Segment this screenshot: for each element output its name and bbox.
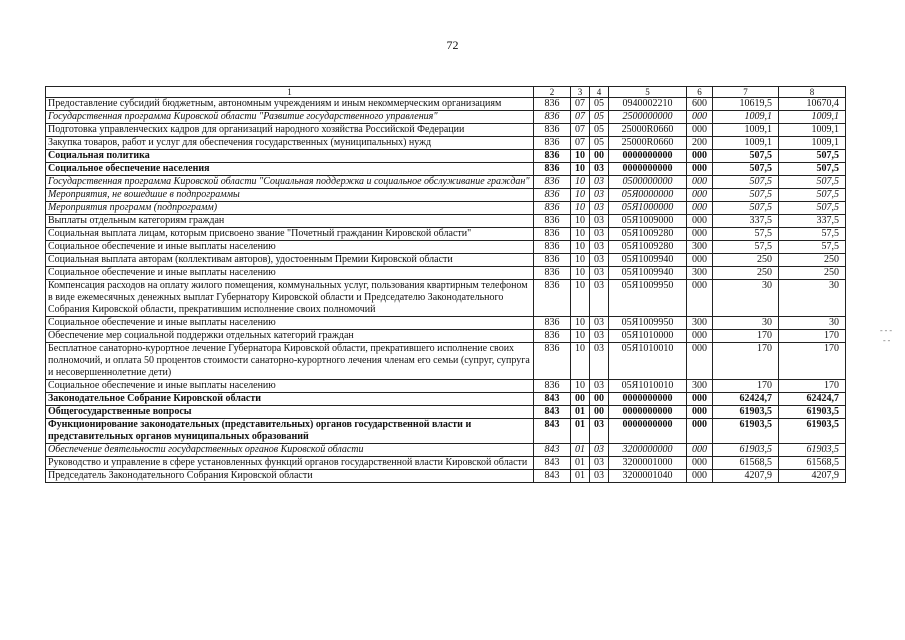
row-name-cell: Руководство и управление в сфере установленных функций органов государственной власти Кировской области — [46, 457, 534, 470]
table-body — [46, 87, 846, 483]
row-value-cell: 000 — [687, 444, 713, 457]
row-value-cell: 05Я1010000 — [609, 330, 687, 343]
row-value-cell: 300 — [687, 380, 713, 393]
table-row — [46, 393, 846, 406]
table-row — [46, 470, 846, 483]
row-value-cell: 30 — [779, 280, 846, 317]
row-value-cell: 836 — [534, 202, 571, 215]
row-value-cell: 05Я1010010 — [609, 380, 687, 393]
row-value-cell: 57,5 — [713, 241, 779, 254]
row-value-cell: 05Я1009280 — [609, 228, 687, 241]
row-value-cell: 170 — [713, 380, 779, 393]
row-value-cell: 300 — [687, 241, 713, 254]
row-value-cell: 0000000000 — [609, 163, 687, 176]
table-row — [46, 380, 846, 393]
row-value-cell: 000 — [687, 202, 713, 215]
row-name-cell: Социальная выплата лицам, которым присвоено звание "Почетный гражданин Кировской области" — [46, 228, 534, 241]
header-cell: 2 — [534, 87, 571, 98]
table-row — [46, 317, 846, 330]
table-row — [46, 254, 846, 267]
table-row — [46, 111, 846, 124]
row-value-cell: 836 — [534, 280, 571, 317]
row-value-cell: 03 — [590, 317, 609, 330]
row-value-cell: 01 — [571, 419, 590, 444]
row-value-cell: 03 — [590, 444, 609, 457]
row-value-cell: 10670,4 — [779, 98, 846, 111]
row-value-cell: 507,5 — [779, 176, 846, 189]
row-value-cell: 250 — [779, 267, 846, 280]
row-name-cell: Выплаты отдельным категориям граждан — [46, 215, 534, 228]
row-value-cell: 25000R0660 — [609, 124, 687, 137]
row-name-cell: Предоставление субсидий бюджетным, автономным учреждениям и иным некоммерческим организациям — [46, 98, 534, 111]
header-cell: 3 — [571, 87, 590, 98]
row-value-cell: 600 — [687, 98, 713, 111]
row-value-cell: 170 — [779, 343, 846, 380]
table-row — [46, 457, 846, 470]
row-value-cell: 05Я1009000 — [609, 215, 687, 228]
row-value-cell: 10 — [571, 163, 590, 176]
row-value-cell: 03 — [590, 163, 609, 176]
row-value-cell: 836 — [534, 189, 571, 202]
row-value-cell: 05 — [590, 124, 609, 137]
table-row — [46, 176, 846, 189]
row-name-cell: Мероприятия, не вошедшие в подпрограммы — [46, 189, 534, 202]
row-value-cell: 61903,5 — [779, 406, 846, 419]
row-name-cell: Социальное обеспечение и иные выплаты населению — [46, 267, 534, 280]
row-name-cell: Подготовка управленческих кадров для организаций народного хозяйства Российской Федерации — [46, 124, 534, 137]
row-value-cell: 337,5 — [779, 215, 846, 228]
row-value-cell: 000 — [687, 470, 713, 483]
row-value-cell: 03 — [590, 419, 609, 444]
row-value-cell: 10 — [571, 380, 590, 393]
row-value-cell: 03 — [590, 254, 609, 267]
row-value-cell: 10 — [571, 150, 590, 163]
table-row — [46, 343, 846, 380]
row-name-cell: Законодательное Собрание Кировской области — [46, 393, 534, 406]
table-row — [46, 189, 846, 202]
row-value-cell: 843 — [534, 470, 571, 483]
table-row — [46, 150, 846, 163]
row-value-cell: 170 — [779, 330, 846, 343]
row-value-cell: 836 — [534, 254, 571, 267]
row-value-cell: 000 — [687, 419, 713, 444]
row-value-cell: 4207,9 — [779, 470, 846, 483]
row-value-cell: 57,5 — [779, 241, 846, 254]
row-name-cell: Обеспечение деятельности государственных органов Кировской области — [46, 444, 534, 457]
row-value-cell: 3200001040 — [609, 470, 687, 483]
row-value-cell: 0000000000 — [609, 419, 687, 444]
row-value-cell: 170 — [779, 380, 846, 393]
row-value-cell: 05Я1010010 — [609, 343, 687, 380]
row-value-cell: 10 — [571, 330, 590, 343]
row-value-cell: 836 — [534, 215, 571, 228]
row-value-cell: 03 — [590, 330, 609, 343]
row-value-cell: 05Я1009940 — [609, 267, 687, 280]
row-value-cell: 00 — [571, 393, 590, 406]
budget-table — [45, 86, 846, 483]
row-value-cell: 57,5 — [713, 228, 779, 241]
row-value-cell: 507,5 — [713, 150, 779, 163]
row-value-cell: 836 — [534, 241, 571, 254]
header-cell: 1 — [46, 87, 534, 98]
row-value-cell: 03 — [590, 189, 609, 202]
row-value-cell: 03 — [590, 241, 609, 254]
row-value-cell: 05Я1009950 — [609, 280, 687, 317]
table-row — [46, 330, 846, 343]
row-value-cell: 3200001000 — [609, 457, 687, 470]
row-value-cell: 10 — [571, 241, 590, 254]
row-value-cell: 836 — [534, 267, 571, 280]
row-value-cell: 10 — [571, 267, 590, 280]
row-value-cell: 1009,1 — [713, 137, 779, 150]
row-value-cell: 01 — [571, 457, 590, 470]
row-value-cell: 05 — [590, 98, 609, 111]
row-value-cell: 507,5 — [713, 176, 779, 189]
row-name-cell: Социальное обеспечение и иные выплаты населению — [46, 380, 534, 393]
row-value-cell: 03 — [590, 280, 609, 317]
row-name-cell: Бесплатное санаторно-курортное лечение Губернатора Кировской области, прекратившего исполнение своих полномочий, и оплата 50 процентов стоимости санаторно-курортного лечения членам его семьи (супруг, супруга и несовершеннолетние дети) — [46, 343, 534, 380]
row-value-cell: 000 — [687, 343, 713, 380]
header-row — [46, 87, 846, 98]
header-cell: 5 — [609, 87, 687, 98]
row-value-cell: 000 — [687, 111, 713, 124]
row-value-cell: 836 — [534, 137, 571, 150]
row-value-cell: 843 — [534, 419, 571, 444]
row-value-cell: 836 — [534, 343, 571, 380]
row-name-cell: Закупка товаров, работ и услуг для обеспечения государственных (муниципальных) нужд — [46, 137, 534, 150]
row-value-cell: 25000R0660 — [609, 137, 687, 150]
row-name-cell: Государственная программа Кировской области "Развитие государственного управления" — [46, 111, 534, 124]
row-value-cell: 507,5 — [779, 202, 846, 215]
row-value-cell: 03 — [590, 457, 609, 470]
row-value-cell: 843 — [534, 406, 571, 419]
row-name-cell: Социальная политика — [46, 150, 534, 163]
header-cell: 4 — [590, 87, 609, 98]
row-name-cell: Социальное обеспечение и иные выплаты населению — [46, 317, 534, 330]
row-value-cell: 836 — [534, 163, 571, 176]
row-name-cell: Функционирование законодательных (представительных) органов государственной власти и представительных органов муниципальных образований — [46, 419, 534, 444]
table-row — [46, 419, 846, 444]
row-value-cell: 10619,5 — [713, 98, 779, 111]
row-value-cell: 2500000000 — [609, 111, 687, 124]
row-value-cell: 0940002210 — [609, 98, 687, 111]
row-value-cell: 61568,5 — [713, 457, 779, 470]
row-name-cell: Государственная программа Кировской области "Социальная поддержка и социальное обслуживание граждан" — [46, 176, 534, 189]
row-value-cell: 61903,5 — [713, 419, 779, 444]
row-value-cell: 03 — [590, 202, 609, 215]
row-value-cell: 07 — [571, 124, 590, 137]
page-number: 72 — [446, 38, 459, 52]
row-value-cell: 1009,1 — [779, 137, 846, 150]
row-value-cell: 200 — [687, 137, 713, 150]
table-row — [46, 124, 846, 137]
row-value-cell: 1009,1 — [779, 124, 846, 137]
row-value-cell: 836 — [534, 330, 571, 343]
margin-mark: - - — [883, 336, 891, 345]
row-value-cell: 00 — [590, 406, 609, 419]
row-value-cell: 836 — [534, 317, 571, 330]
row-value-cell: 000 — [687, 393, 713, 406]
row-value-cell: 1009,1 — [713, 124, 779, 137]
table-row — [46, 241, 846, 254]
row-value-cell: 10 — [571, 176, 590, 189]
row-value-cell: 836 — [534, 124, 571, 137]
row-value-cell: 05Я0000000 — [609, 189, 687, 202]
row-value-cell: 10 — [571, 254, 590, 267]
row-value-cell: 4207,9 — [713, 470, 779, 483]
row-value-cell: 05Я1000000 — [609, 202, 687, 215]
row-value-cell: 07 — [571, 137, 590, 150]
row-value-cell: 300 — [687, 267, 713, 280]
row-value-cell: 61903,5 — [713, 444, 779, 457]
row-value-cell: 05Я1009280 — [609, 241, 687, 254]
row-value-cell: 000 — [687, 254, 713, 267]
row-value-cell: 62424,7 — [779, 393, 846, 406]
row-name-cell: Компенсация расходов на оплату жилого помещения, коммунальных услуг, пользования квартирным телефоном в виде ежемесячных денежных выплат Губернатору Кировской области и Председателю Законодательного Собрания Кировской области, прекратившим исполнение своих полномочий — [46, 280, 534, 317]
row-value-cell: 0000000000 — [609, 406, 687, 419]
row-value-cell: 0500000000 — [609, 176, 687, 189]
row-value-cell: 57,5 — [779, 228, 846, 241]
row-value-cell: 000 — [687, 228, 713, 241]
row-value-cell: 01 — [571, 470, 590, 483]
row-value-cell: 00 — [590, 393, 609, 406]
row-value-cell: 00 — [590, 150, 609, 163]
row-value-cell: 000 — [687, 406, 713, 419]
row-value-cell: 843 — [534, 393, 571, 406]
row-value-cell: 61903,5 — [779, 444, 846, 457]
row-value-cell: 836 — [534, 111, 571, 124]
row-value-cell: 10 — [571, 280, 590, 317]
table-row — [46, 163, 846, 176]
row-value-cell: 000 — [687, 163, 713, 176]
row-value-cell: 000 — [687, 124, 713, 137]
row-value-cell: 250 — [713, 267, 779, 280]
row-value-cell: 507,5 — [713, 163, 779, 176]
row-value-cell: 300 — [687, 317, 713, 330]
row-value-cell: 05Я1009950 — [609, 317, 687, 330]
row-value-cell: 000 — [687, 457, 713, 470]
table-row — [46, 444, 846, 457]
row-value-cell: 1009,1 — [779, 111, 846, 124]
row-value-cell: 10 — [571, 202, 590, 215]
row-value-cell: 507,5 — [713, 189, 779, 202]
table-row — [46, 98, 846, 111]
header-cell: 6 — [687, 87, 713, 98]
row-value-cell: 10 — [571, 189, 590, 202]
row-value-cell: 05Я1009940 — [609, 254, 687, 267]
row-value-cell: 000 — [687, 215, 713, 228]
row-value-cell: 836 — [534, 150, 571, 163]
row-name-cell: Общегосударственные вопросы — [46, 406, 534, 419]
row-value-cell: 03 — [590, 176, 609, 189]
table-row — [46, 202, 846, 215]
row-value-cell: 03 — [590, 228, 609, 241]
table-row — [46, 280, 846, 317]
header-cell: 7 — [713, 87, 779, 98]
row-value-cell: 000 — [687, 189, 713, 202]
table-row — [46, 228, 846, 241]
row-value-cell: 61903,5 — [779, 419, 846, 444]
row-value-cell: 10 — [571, 343, 590, 380]
row-name-cell: Социальное обеспечение и иные выплаты населению — [46, 241, 534, 254]
table-row — [46, 406, 846, 419]
row-value-cell: 507,5 — [779, 150, 846, 163]
row-value-cell: 03 — [590, 470, 609, 483]
row-value-cell: 07 — [571, 98, 590, 111]
row-value-cell: 07 — [571, 111, 590, 124]
row-value-cell: 836 — [534, 228, 571, 241]
row-value-cell: 61903,5 — [713, 406, 779, 419]
row-value-cell: 836 — [534, 380, 571, 393]
row-value-cell: 30 — [713, 317, 779, 330]
margin-mark: - - - — [880, 326, 892, 335]
row-value-cell: 250 — [779, 254, 846, 267]
row-value-cell: 836 — [534, 98, 571, 111]
row-value-cell: 03 — [590, 267, 609, 280]
row-value-cell: 30 — [779, 317, 846, 330]
row-value-cell: 000 — [687, 176, 713, 189]
row-name-cell: Председатель Законодательного Собрания Кировской области — [46, 470, 534, 483]
row-value-cell: 3200000000 — [609, 444, 687, 457]
row-value-cell: 170 — [713, 343, 779, 380]
header-cell: 8 — [779, 87, 846, 98]
row-value-cell: 843 — [534, 457, 571, 470]
row-value-cell: 843 — [534, 444, 571, 457]
row-value-cell: 337,5 — [713, 215, 779, 228]
row-value-cell: 000 — [687, 330, 713, 343]
row-value-cell: 05 — [590, 111, 609, 124]
row-value-cell: 05 — [590, 137, 609, 150]
row-value-cell: 507,5 — [779, 163, 846, 176]
row-value-cell: 10 — [571, 228, 590, 241]
row-value-cell: 170 — [713, 330, 779, 343]
row-name-cell: Мероприятия программ (подпрограмм) — [46, 202, 534, 215]
row-value-cell: 1009,1 — [713, 111, 779, 124]
row-value-cell: 03 — [590, 343, 609, 380]
row-value-cell: 61568,5 — [779, 457, 846, 470]
row-value-cell: 10 — [571, 317, 590, 330]
row-value-cell: 01 — [571, 406, 590, 419]
row-value-cell: 03 — [590, 380, 609, 393]
row-value-cell: 0000000000 — [609, 393, 687, 406]
table-row — [46, 267, 846, 280]
row-value-cell: 30 — [713, 280, 779, 317]
row-value-cell: 507,5 — [779, 189, 846, 202]
row-value-cell: 01 — [571, 444, 590, 457]
table-row — [46, 137, 846, 150]
row-value-cell: 03 — [590, 215, 609, 228]
row-value-cell: 000 — [687, 280, 713, 317]
row-name-cell: Социальная выплата авторам (коллективам авторов), удостоенным Премии Кировской области — [46, 254, 534, 267]
row-value-cell: 507,5 — [713, 202, 779, 215]
table-row — [46, 215, 846, 228]
row-value-cell: 000 — [687, 150, 713, 163]
row-value-cell: 250 — [713, 254, 779, 267]
row-value-cell: 0000000000 — [609, 150, 687, 163]
row-value-cell: 62424,7 — [713, 393, 779, 406]
row-name-cell: Обеспечение мер социальной поддержки отдельных категорий граждан — [46, 330, 534, 343]
row-value-cell: 10 — [571, 215, 590, 228]
row-value-cell: 836 — [534, 176, 571, 189]
row-name-cell: Социальное обеспечение населения — [46, 163, 534, 176]
